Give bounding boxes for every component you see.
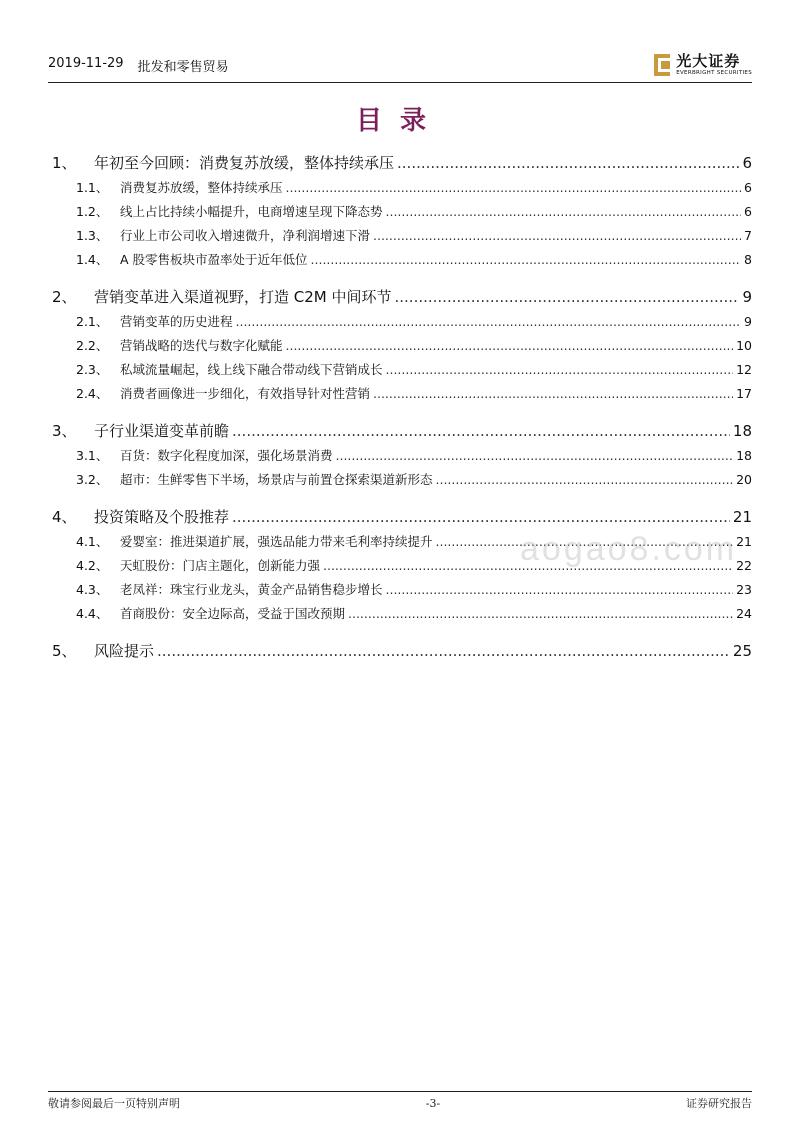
- logo-cn: 光大证券: [676, 51, 741, 70]
- toc-entry-number: 3、: [52, 422, 77, 440]
- toc-entry-subsection[interactable]: [48, 602, 752, 626]
- report-date: 2019-11-29: [48, 55, 124, 71]
- toc-entry-page: 25: [732, 642, 752, 660]
- toc-leader-dots: [395, 284, 740, 310]
- toc-entry-number: 4、: [52, 508, 77, 526]
- toc-leader-dots: [348, 602, 733, 626]
- toc-entry-page: 22: [736, 558, 752, 573]
- toc-leader-dots: [336, 444, 734, 468]
- toc-entry-number: 5、: [52, 642, 77, 660]
- toc-entry-page: 9: [742, 288, 752, 306]
- toc-entry-number: 4.3、: [76, 582, 109, 597]
- toc-entry-subsection[interactable]: [48, 382, 752, 406]
- toc-entry-number: 2.3、: [76, 362, 109, 377]
- toc-entry-subsection[interactable]: [48, 200, 752, 224]
- page-footer: [48, 1091, 752, 1114]
- watermark: aogao8.com: [520, 530, 738, 568]
- header-meta: [48, 56, 229, 75]
- toc-entry-page: 10: [736, 338, 752, 353]
- logo-text: [676, 51, 752, 77]
- toc-entry-number: 3.1、: [76, 448, 109, 463]
- toc-entry-title: 消费复苏放缓，整体持续承压: [120, 180, 283, 195]
- toc-entry-page: 6: [742, 154, 752, 172]
- toc-leader-dots: [386, 358, 734, 382]
- toc-entry-number: 1、: [52, 154, 77, 172]
- toc-entry-number: 2.2、: [76, 338, 109, 353]
- toc-entry-subsection[interactable]: [48, 578, 752, 602]
- toc-entry-number: 2.4、: [76, 386, 109, 401]
- toc-entry-number: 2.1、: [76, 314, 109, 329]
- toc-entry-title: 消费者画像进一步细化，有效指导针对性营销: [120, 386, 371, 401]
- toc-entry-title: 营销战略的迭代与数字化赋能: [120, 338, 283, 353]
- toc-entry-title: 爱婴室：推进渠道扩展，强选品能力带来毛利率持续提升: [120, 534, 433, 549]
- toc-entry-subsection[interactable]: [48, 468, 752, 492]
- toc-entry-title: 天虹股份：门店主题化，创新能力强: [120, 558, 321, 573]
- page-title: 目录: [355, 106, 444, 136]
- toc-entry-subsection[interactable]: [48, 176, 752, 200]
- toc-entry-chapter[interactable]: [48, 284, 752, 310]
- toc-leader-dots: [386, 200, 742, 224]
- toc-entry-subsection[interactable]: [48, 310, 752, 334]
- toc-entry-number: 1.3、: [76, 228, 109, 243]
- page-header: [48, 48, 752, 83]
- toc-entry-number: 2、: [52, 288, 77, 306]
- toc-entry-chapter[interactable]: [48, 638, 752, 664]
- toc-entry-title: 线上占比持续小幅提升，电商增速呈现下降态势: [120, 204, 383, 219]
- toc-entry-title: 超市：生鲜零售下半场，场景店与前置仓探索渠道新形态: [120, 472, 433, 487]
- toc-leader-dots: [311, 248, 742, 272]
- toc-entry-number: 4.1、: [76, 534, 109, 549]
- table-of-contents: [48, 150, 752, 676]
- toc-entry-title: 营销变革进入渠道视野，打造 C2M 中间环节: [94, 288, 392, 306]
- toc-leader-dots: [373, 224, 741, 248]
- toc-leader-dots: [373, 382, 733, 406]
- toc-entry-number: 4.2、: [76, 558, 109, 573]
- toc-entry-number: 4.4、: [76, 606, 109, 621]
- toc-entry-page: 17: [736, 386, 752, 401]
- toc-entry-title: 首商股份：安全边际高，受益于国改预期: [120, 606, 346, 621]
- toc-entry-page: 21: [732, 508, 752, 526]
- toc-entry-number: 3.2、: [76, 472, 109, 487]
- toc-entry-chapter[interactable]: [48, 504, 752, 530]
- toc-entry-page: 7: [744, 228, 752, 243]
- toc-section: [48, 150, 752, 272]
- toc-entry-page: 23: [736, 582, 752, 597]
- toc-entry-title: 投资策略及个股推荐: [94, 508, 230, 526]
- toc-entry-title: 老凤祥：珠宝行业龙头，黄金产品销售稳步增长: [120, 582, 383, 597]
- brand-logo: [654, 51, 752, 77]
- toc-entry-subsection[interactable]: [48, 358, 752, 382]
- toc-entry-title: A 股零售板块市盈率处于近年低位: [120, 252, 308, 267]
- industry-name: 批发和零售贸易: [137, 59, 229, 75]
- toc-entry-number: 1.1、: [76, 180, 109, 195]
- toc-entry-page: 9: [744, 314, 752, 329]
- toc-entry-title: 营销变革的历史进程: [120, 314, 233, 329]
- toc-section: [48, 284, 752, 406]
- toc-entry-page: 6: [744, 204, 752, 219]
- toc-entry-title: 子行业渠道变革前瞻: [94, 422, 230, 440]
- toc-entry-page: 6: [744, 180, 752, 195]
- toc-leader-dots: [286, 176, 742, 200]
- toc-entry-title: 百货：数字化程度加深，强化场景消费: [120, 448, 333, 463]
- toc-entry-number: 1.2、: [76, 204, 109, 219]
- toc-entry-page: 20: [736, 472, 752, 487]
- toc-section: [48, 638, 752, 664]
- footer-disclaimer: 敬请参阅最后一页特别声明: [48, 1097, 180, 1110]
- toc-leader-dots: [397, 150, 739, 176]
- toc-entry-page: 8: [744, 252, 752, 267]
- footer-report-type: 证券研究报告: [686, 1097, 752, 1110]
- toc-leader-dots: [436, 468, 734, 492]
- toc-leader-dots: [286, 334, 734, 358]
- toc-entry-subsection[interactable]: [48, 334, 752, 358]
- toc-entry-page: 12: [736, 362, 752, 377]
- toc-leader-dots: [236, 310, 742, 334]
- toc-entry-page: 24: [736, 606, 752, 621]
- toc-leader-dots: [232, 418, 730, 444]
- toc-leader-dots: [232, 504, 730, 530]
- toc-leader-dots: [386, 578, 734, 602]
- toc-entry-title: 私域流量崛起，线上线下融合带动线下营销成长: [120, 362, 383, 377]
- page-number: -3-: [425, 1096, 441, 1110]
- toc-entry-title: 年初至今回顾：消费复苏放缓，整体持续承压: [94, 154, 395, 172]
- toc-entry-chapter[interactable]: [48, 418, 752, 444]
- toc-entry-chapter[interactable]: [48, 150, 752, 176]
- toc-entry-title: 风险提示: [94, 642, 155, 660]
- toc-section: [48, 418, 752, 492]
- toc-entry-title: 行业上市公司收入增速微升，净利润增速下滑: [120, 228, 371, 243]
- toc-entry-number: 1.4、: [76, 252, 109, 267]
- logo-en: EVERBRIGHT SECURITIES: [676, 69, 752, 76]
- toc-entry-page: 21: [736, 534, 752, 549]
- logo-mark-icon: [654, 54, 670, 76]
- toc-leader-dots: [157, 638, 730, 664]
- toc-entry-subsection[interactable]: [48, 224, 752, 248]
- toc-entry-subsection[interactable]: [48, 248, 752, 272]
- toc-entry-page: 18: [736, 448, 752, 463]
- toc-entry-page: 18: [732, 422, 752, 440]
- toc-entry-subsection[interactable]: [48, 444, 752, 468]
